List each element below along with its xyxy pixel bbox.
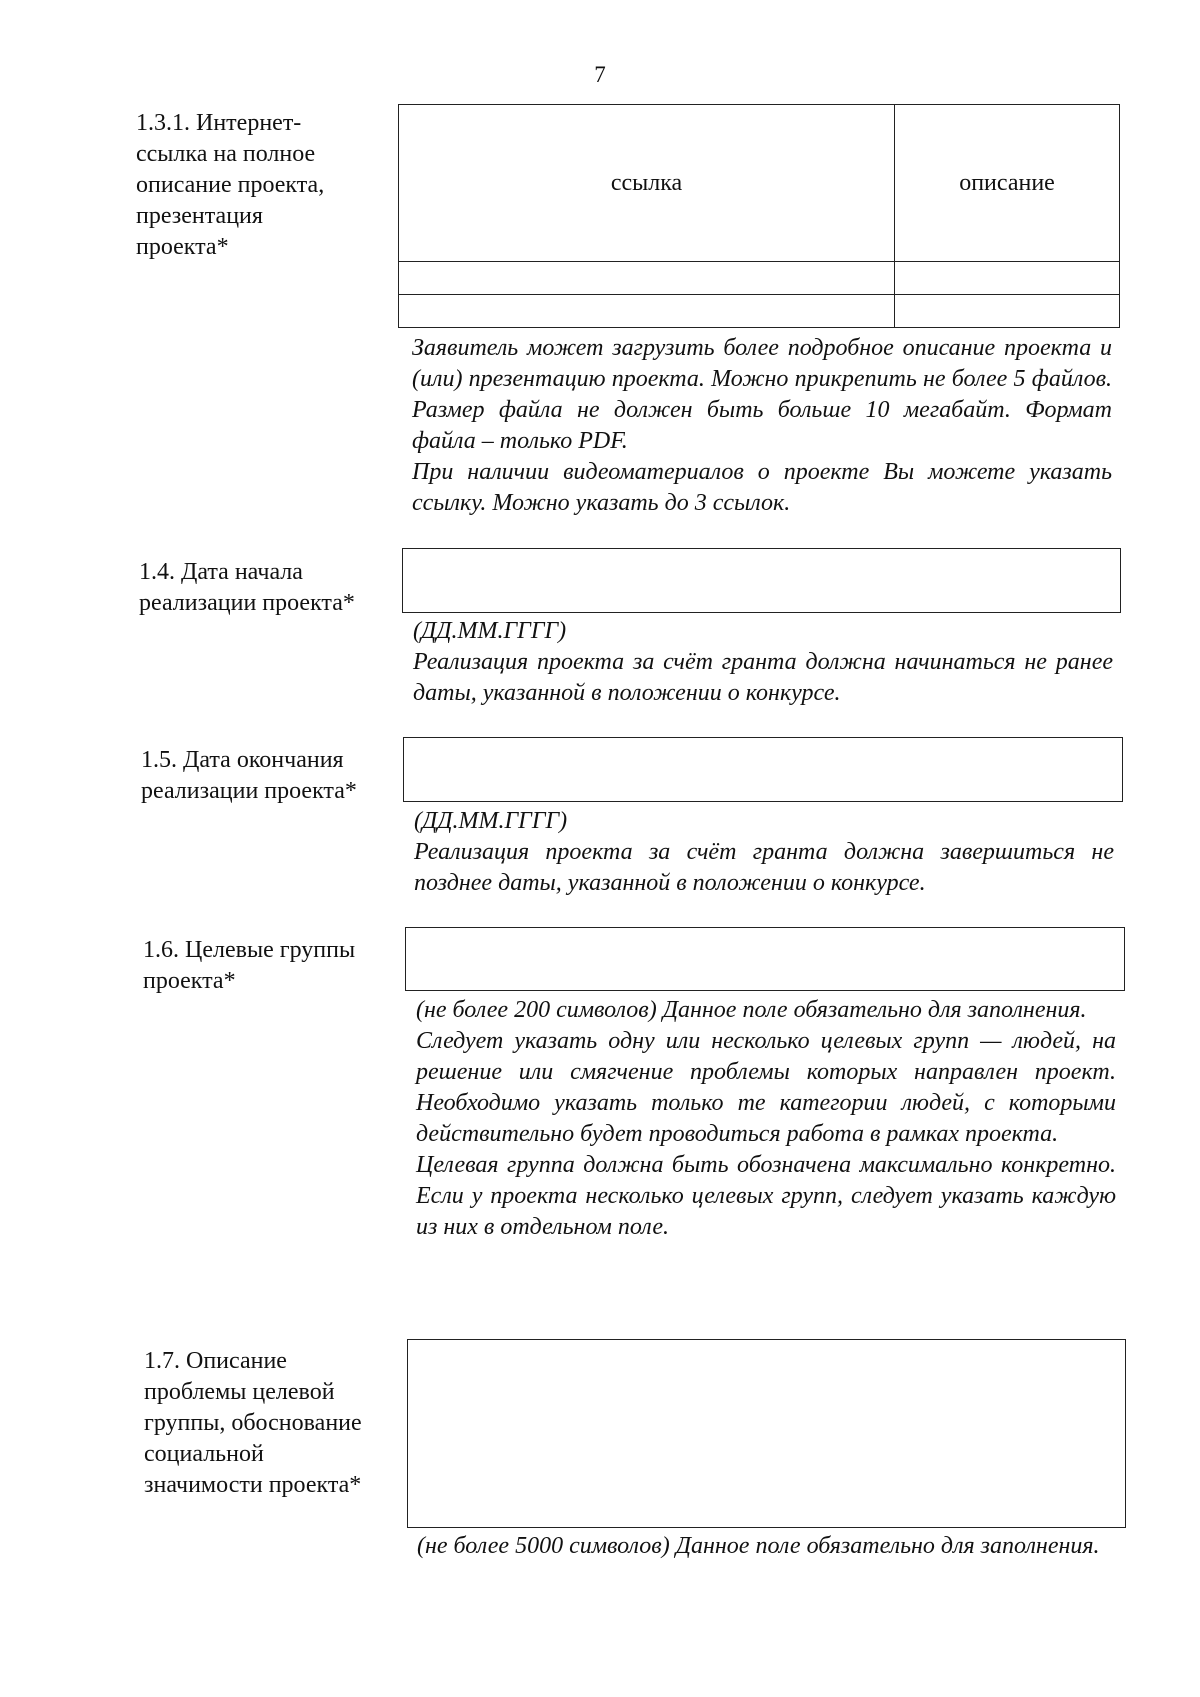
section-1-4-notes [413, 616, 1113, 709]
note-paragraph: Следует указать одну или несколько целевых групп — людей, на решение или смягчение проблемы которых направлен проект. Необходимо указать только те категории людей, с которыми действительно будет проводиться работа в рамках проекта. [416, 1028, 1116, 1147]
section-1-7-label: 1.7. Описание проблемы целевой группы, обоснование социальной значимости проекта* [144, 1348, 362, 1498]
links-table [398, 104, 1120, 328]
description-input-cell[interactable] [895, 262, 1120, 295]
links-table-header-link: ссылка [399, 105, 895, 262]
note-paragraph: (не более 200 символов) Данное поле обязательно для заполнения. [416, 997, 1087, 1023]
section-1-7-notes [417, 1531, 1117, 1562]
note-paragraph: Реализация проекта за счёт гранта должна начинаться не ранее даты, указанной в положении о конкурсе. [413, 649, 1113, 706]
note-paragraph: Целевая группа должна быть обозначена максимально конкретно. Если у проекта несколько целевых групп, следует указать каждую из них в отдельном поле. [416, 1152, 1116, 1240]
target-groups-input[interactable] [405, 927, 1125, 991]
section-1-5-notes [414, 806, 1114, 899]
date-format-hint: (ДД.ММ.ГГГГ) [414, 808, 568, 834]
description-input-cell[interactable] [895, 295, 1120, 328]
section-1-6-notes [416, 995, 1116, 1243]
page-number: 7 [594, 62, 606, 87]
links-table-header-description: описание [895, 105, 1120, 262]
section-1-5-label: 1.5. Дата окончания реализации проекта* [141, 747, 357, 804]
section-1-4-label: 1.4. Дата начала реализации проекта* [139, 559, 355, 616]
link-input-cell[interactable] [399, 295, 895, 328]
problem-description-input[interactable] [407, 1339, 1126, 1528]
link-input-cell[interactable] [399, 262, 895, 295]
note-paragraph: При наличии видеоматериалов о проекте Вы можете указать ссылку. Можно указать до 3 ссылок. [412, 459, 1112, 516]
start-date-input[interactable] [402, 548, 1121, 613]
note-paragraph: Реализация проекта за счёт гранта должна завершиться не позднее даты, указанной в положении о конкурсе. [414, 839, 1114, 896]
note-paragraph: (не более 5000 символов) Данное поле обязательно для заполнения. [417, 1533, 1100, 1559]
end-date-input[interactable] [403, 737, 1123, 802]
section-1-3-1-label: 1.3.1. Интернет- ссылка на полное описание проекта, презентация проекта* [136, 110, 325, 260]
date-format-hint: (ДД.ММ.ГГГГ) [413, 618, 567, 644]
section-1-6-label: 1.6. Целевые группы проекта* [143, 937, 356, 994]
note-paragraph: Заявитель может загрузить более подробное описание проекта и (или) презентацию проекта. Можно прикрепить не более 5 файлов. Размер файла не должен быть больше 10 мегабайт. Формат файла – только PDF. [412, 335, 1112, 454]
section-1-3-1-notes [412, 333, 1112, 519]
